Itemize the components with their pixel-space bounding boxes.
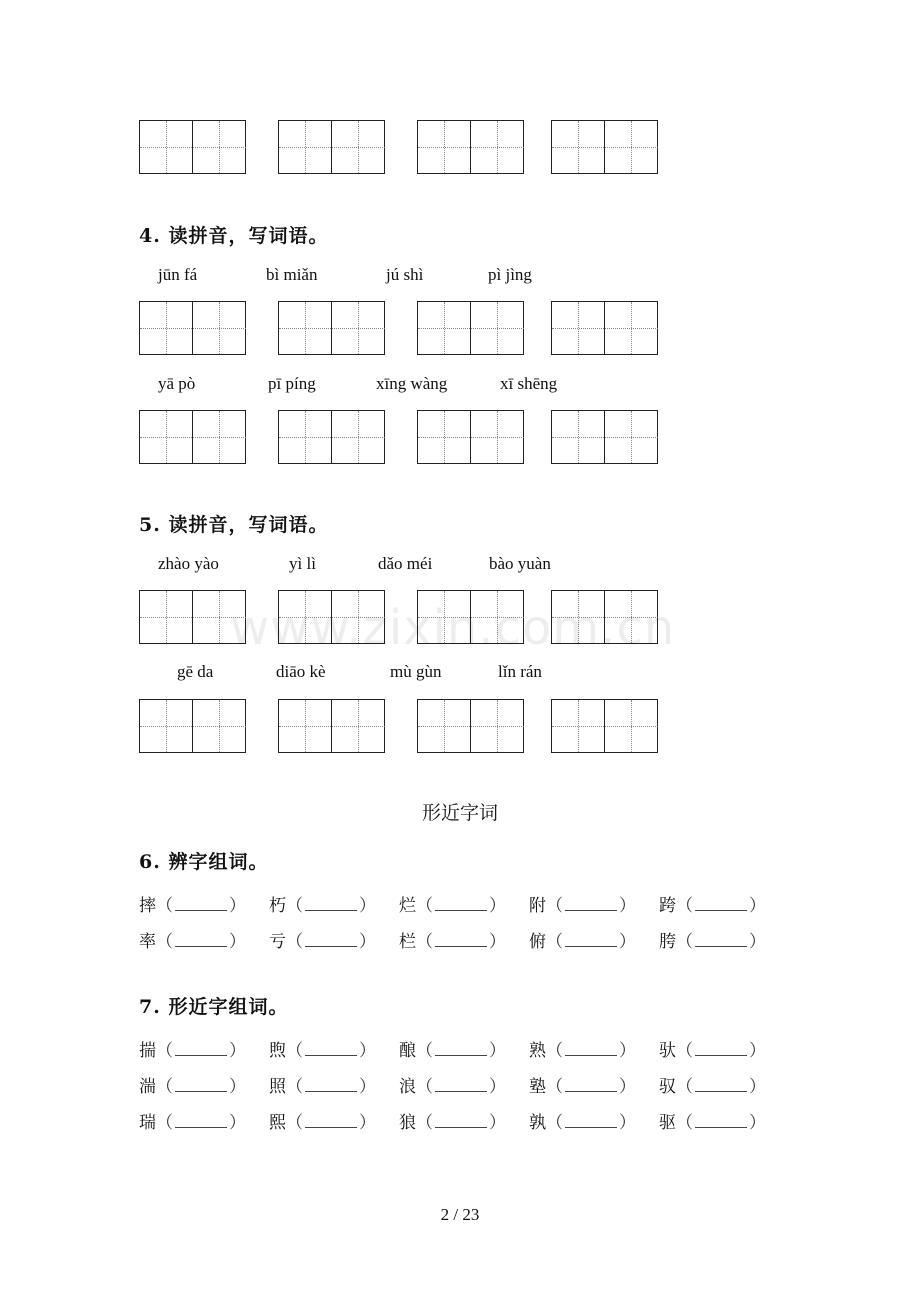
- question-7-heading: 7. 形近字组词。: [139, 996, 289, 1018]
- pinyin-label: dǎo méi: [378, 554, 433, 573]
- writing-box[interactable]: [278, 120, 385, 174]
- writing-box[interactable]: [278, 699, 385, 753]
- watermark-text: www.zixin.com.cn: [230, 600, 676, 656]
- char-item: 熟（ ）: [529, 1041, 636, 1061]
- char-item: 酿（ ）: [399, 1041, 506, 1061]
- answer-blank[interactable]: [305, 897, 357, 911]
- question-5-heading: 5. 读拼音，写词语。: [139, 514, 329, 536]
- answer-blank[interactable]: [305, 1078, 357, 1092]
- char-item: 浪（ ）: [399, 1077, 506, 1097]
- writing-grid-row: [139, 410, 659, 464]
- answer-blank[interactable]: [565, 1078, 617, 1092]
- pinyin-label: pī píng: [268, 374, 316, 393]
- pinyin-label: pì jìng: [488, 265, 532, 284]
- writing-box[interactable]: [417, 699, 524, 753]
- pinyin-label: bào yuàn: [489, 554, 551, 573]
- char-row: [139, 1036, 779, 1060]
- char-item: 俯（ ）: [529, 932, 636, 952]
- answer-blank[interactable]: [435, 1042, 487, 1056]
- page-number: 2 / 23: [440, 1205, 480, 1224]
- answer-blank[interactable]: [175, 1078, 227, 1092]
- writing-grid-row: [139, 301, 659, 355]
- char-item: 亏（ ）: [269, 932, 376, 952]
- char-item: 朽（ ）: [269, 896, 376, 916]
- char-item: 驱（ ）: [659, 1113, 766, 1133]
- writing-box[interactable]: [278, 301, 385, 355]
- char-item: 烂（ ）: [399, 896, 506, 916]
- writing-box[interactable]: [417, 410, 524, 464]
- char-item: 跨（ ）: [659, 896, 766, 916]
- char-item: 揣（ ）: [139, 1041, 246, 1061]
- char-item: 狼（ ）: [399, 1113, 506, 1133]
- pinyin-label: lǐn rán: [498, 662, 542, 681]
- answer-blank[interactable]: [695, 933, 747, 947]
- char-item: 塾（ ）: [529, 1077, 636, 1097]
- answer-blank[interactable]: [565, 1042, 617, 1056]
- char-item: 附（ ）: [529, 896, 636, 916]
- writing-box[interactable]: [139, 301, 246, 355]
- question-6-heading: 6. 辨字组词。: [139, 851, 269, 873]
- writing-box[interactable]: [551, 120, 658, 174]
- answer-blank[interactable]: [695, 1078, 747, 1092]
- writing-box[interactable]: [551, 699, 658, 753]
- pinyin-label: xī shēng: [500, 374, 558, 393]
- writing-grid-row: [139, 120, 659, 174]
- answer-blank[interactable]: [305, 1042, 357, 1056]
- char-item: 率（ ）: [139, 932, 246, 952]
- writing-box[interactable]: [417, 301, 524, 355]
- pinyin-label: zhào yào: [158, 554, 219, 573]
- char-item: 栏（ ）: [399, 932, 506, 952]
- answer-blank[interactable]: [565, 897, 617, 911]
- char-row: [139, 891, 779, 915]
- pinyin-label: yā pò: [158, 374, 196, 393]
- writing-box[interactable]: [417, 120, 524, 174]
- answer-blank[interactable]: [435, 1114, 487, 1128]
- writing-grid-row: [139, 699, 659, 753]
- pinyin-label: jūn fá: [158, 265, 198, 284]
- writing-box[interactable]: [139, 699, 246, 753]
- question-4-heading: 4. 读拼音，写词语。: [139, 225, 329, 247]
- answer-blank[interactable]: [435, 933, 487, 947]
- char-row: [139, 927, 779, 951]
- answer-blank[interactable]: [695, 1114, 747, 1128]
- char-item: 孰（ ）: [529, 1113, 636, 1133]
- char-item: 煦（ ）: [269, 1041, 376, 1061]
- char-item: 胯（ ）: [659, 932, 766, 952]
- writing-box[interactable]: [278, 410, 385, 464]
- answer-blank[interactable]: [565, 1114, 617, 1128]
- answer-blank[interactable]: [435, 1078, 487, 1092]
- answer-blank[interactable]: [175, 1042, 227, 1056]
- answer-blank[interactable]: [695, 897, 747, 911]
- char-item: 湍（ ）: [139, 1077, 246, 1097]
- pinyin-label: mù gùn: [390, 662, 442, 681]
- writing-box[interactable]: [551, 410, 658, 464]
- pinyin-label: xīng wàng: [376, 374, 448, 393]
- char-item: 驭（ ）: [659, 1077, 766, 1097]
- char-item: 瑞（ ）: [139, 1113, 246, 1133]
- pinyin-label: bì miǎn: [266, 265, 318, 284]
- answer-blank[interactable]: [305, 1114, 357, 1128]
- writing-box[interactable]: [139, 120, 246, 174]
- char-row: [139, 1072, 779, 1096]
- char-row: [139, 1108, 779, 1132]
- answer-blank[interactable]: [695, 1042, 747, 1056]
- answer-blank[interactable]: [565, 933, 617, 947]
- answer-blank[interactable]: [175, 933, 227, 947]
- answer-blank[interactable]: [175, 1114, 227, 1128]
- char-item: 摔（ ）: [139, 896, 246, 916]
- char-item: 照（ ）: [269, 1077, 376, 1097]
- char-item: 驮（ ）: [659, 1041, 766, 1061]
- char-item: 熙（ ）: [269, 1113, 376, 1133]
- answer-blank[interactable]: [175, 897, 227, 911]
- writing-box[interactable]: [139, 410, 246, 464]
- pinyin-label: jú shì: [386, 265, 424, 284]
- answer-blank[interactable]: [305, 933, 357, 947]
- answer-blank[interactable]: [435, 897, 487, 911]
- section-title: 形近字词: [421, 802, 498, 824]
- pinyin-label: gē da: [177, 662, 214, 681]
- writing-box[interactable]: [551, 301, 658, 355]
- pinyin-label: diāo kè: [276, 662, 326, 681]
- pinyin-label: yì lì: [289, 554, 316, 573]
